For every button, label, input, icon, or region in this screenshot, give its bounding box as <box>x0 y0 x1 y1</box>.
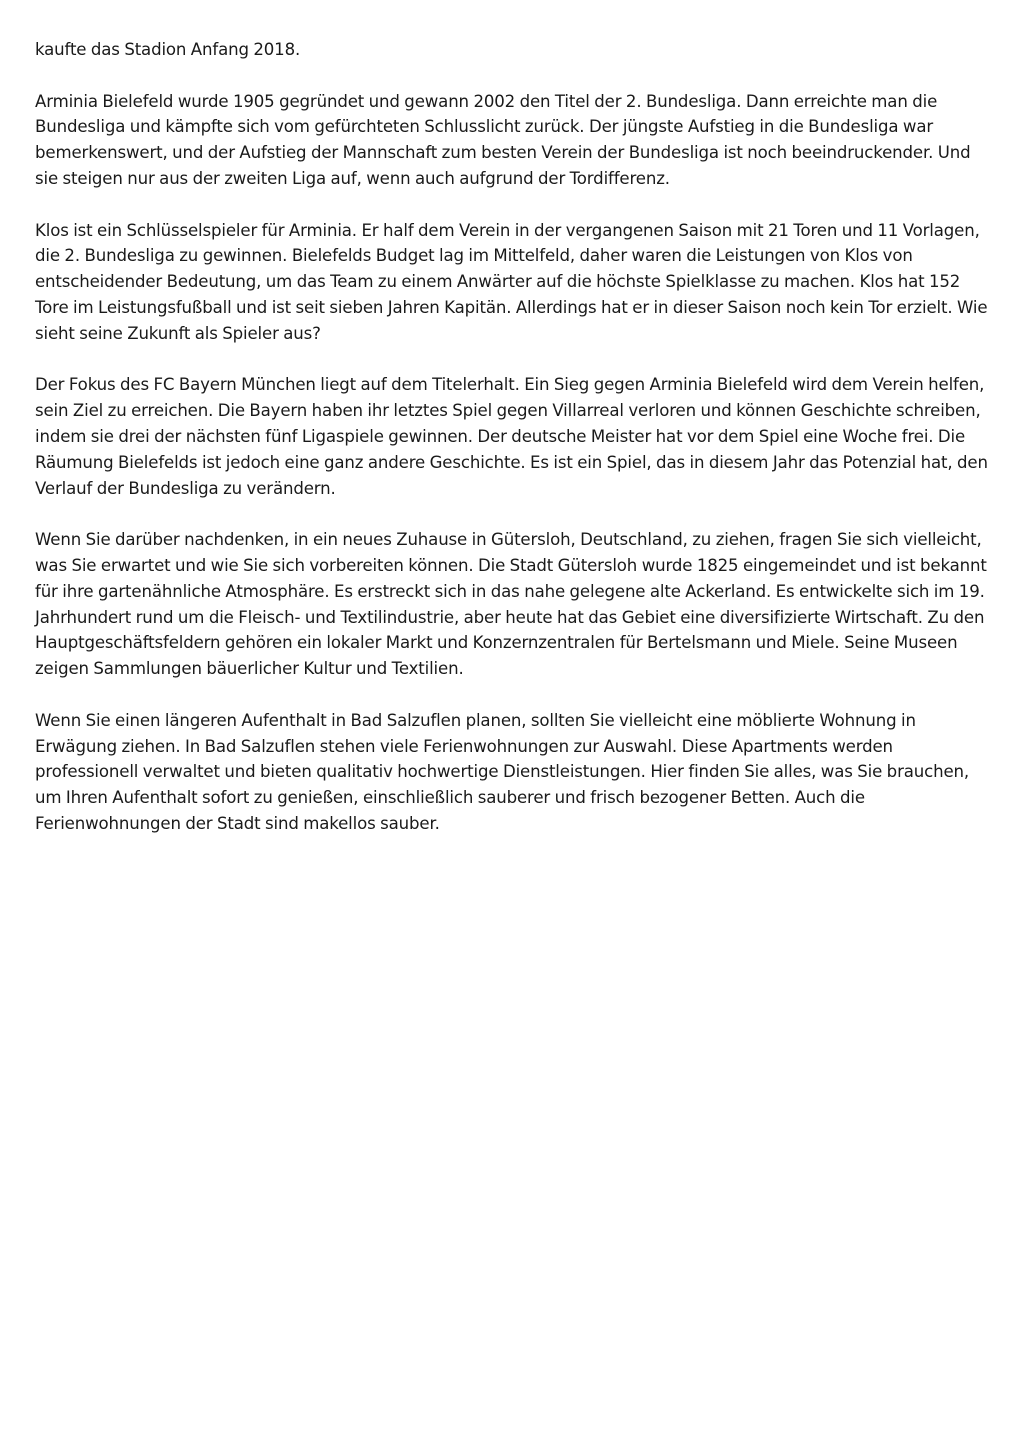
paragraph-bad-salzuflen: Wenn Sie einen längeren Aufenthalt in Bad Salzuflen planen, sollten Sie vielleicht eine möblierte Wohnung in Erwägung ziehen. In Bad Salzuflen stehen viele Ferienwohnungen zur Auswahl. Diese Apartments werden professionell verwaltet und bieten qualitativ hochwertige Dienstleistungen. Hier finden Sie alles, was Sie brauchen, um Ihren Aufenthalt sofort zu genießen, einschließlich sauberer und frisch bezogener Betten. Auch die Ferienwohnungen der Stadt sind makellos sauber. <box>35 710 970 833</box>
paragraph-arminia-history: Arminia Bielefeld wurde 1905 gegründet und gewann 2002 den Titel der 2. Bundesliga. Dann erreichte man die Bundesliga und kämpfte sich vom gefürchteten Schlusslicht zurück. Der jüngste Aufstieg in die Bundesliga war bemerkenswert, und der Aufstieg der Mannschaft zum besten Verein der Bundesliga ist noch beeindruckender. Und sie steigen nur aus der zweiten Liga auf, wenn auch aufgrund der Tordifferenz. <box>35 91 971 188</box>
document-body <box>35 37 995 863</box>
paragraph-stadium: kaufte das Stadion Anfang 2018. <box>35 40 301 59</box>
paragraph-klos: Klos ist ein Schlüsselspieler für Arminia. Er half dem Verein in der vergangenen Saison mit 21 Toren und 11 Vorlagen, die 2. Bundesliga zu gewinnen. Bielefelds Budget lag im Mittelfeld, daher waren die Leistungen von Klos von entscheidender Bedeutung, um das Team zu einem Anwärter auf die höchste Spielklasse zu machen. Klos hat 152 Tore im Leistungsfußball und ist seit sieben Jahren Kapitän. Allerdings hat er in dieser Saison noch kein Tor erzielt. Wie sieht seine Zukunft als Spieler aus? <box>35 220 988 343</box>
paragraph-guetersloh: Wenn Sie darüber nachdenken, in ein neues Zuhause in Gütersloh, Deutschland, zu ziehen, fragen Sie sich vielleicht, was Sie erwartet und wie Sie sich vorbereiten können. Die Stadt Gütersloh wurde 1825 eingemeindet und ist bekannt für ihre gartenähnliche Atmosphäre. Es erstreckt sich in das nahe gelegene alte Ackerland. Es entwickelte sich im 19. Jahrhundert rund um die Fleisch- und Textilindustrie, aber heute hat das Gebiet eine diversifizierte Wirtschaft. Zu den Hauptgeschäftsfeldern gehören ein lokaler Markt und Konzernzentralen für Bertelsmann und Miele. Seine Museen zeigen Sammlungen bäuerlicher Kultur und Textilien. <box>35 530 987 679</box>
paragraph-bayern: Der Fokus des FC Bayern München liegt auf dem Titelerhalt. Ein Sieg gegen Arminia Bielefeld wird dem Verein helfen, sein Ziel zu erreichen. Die Bayern haben ihr letztes Spiel gegen Villarreal verloren und können Geschichte schreiben, indem sie drei der nächsten fünf Ligaspiele gewinnen. Der deutsche Meister hat vor dem Spiel eine Woche frei. Die Räumung Bielefelds ist jedoch eine ganz andere Geschichte. Es ist ein Spiel, das in diesem Jahr das Potenzial hat, den Verlauf der Bundesliga zu verändern. <box>35 375 988 498</box>
